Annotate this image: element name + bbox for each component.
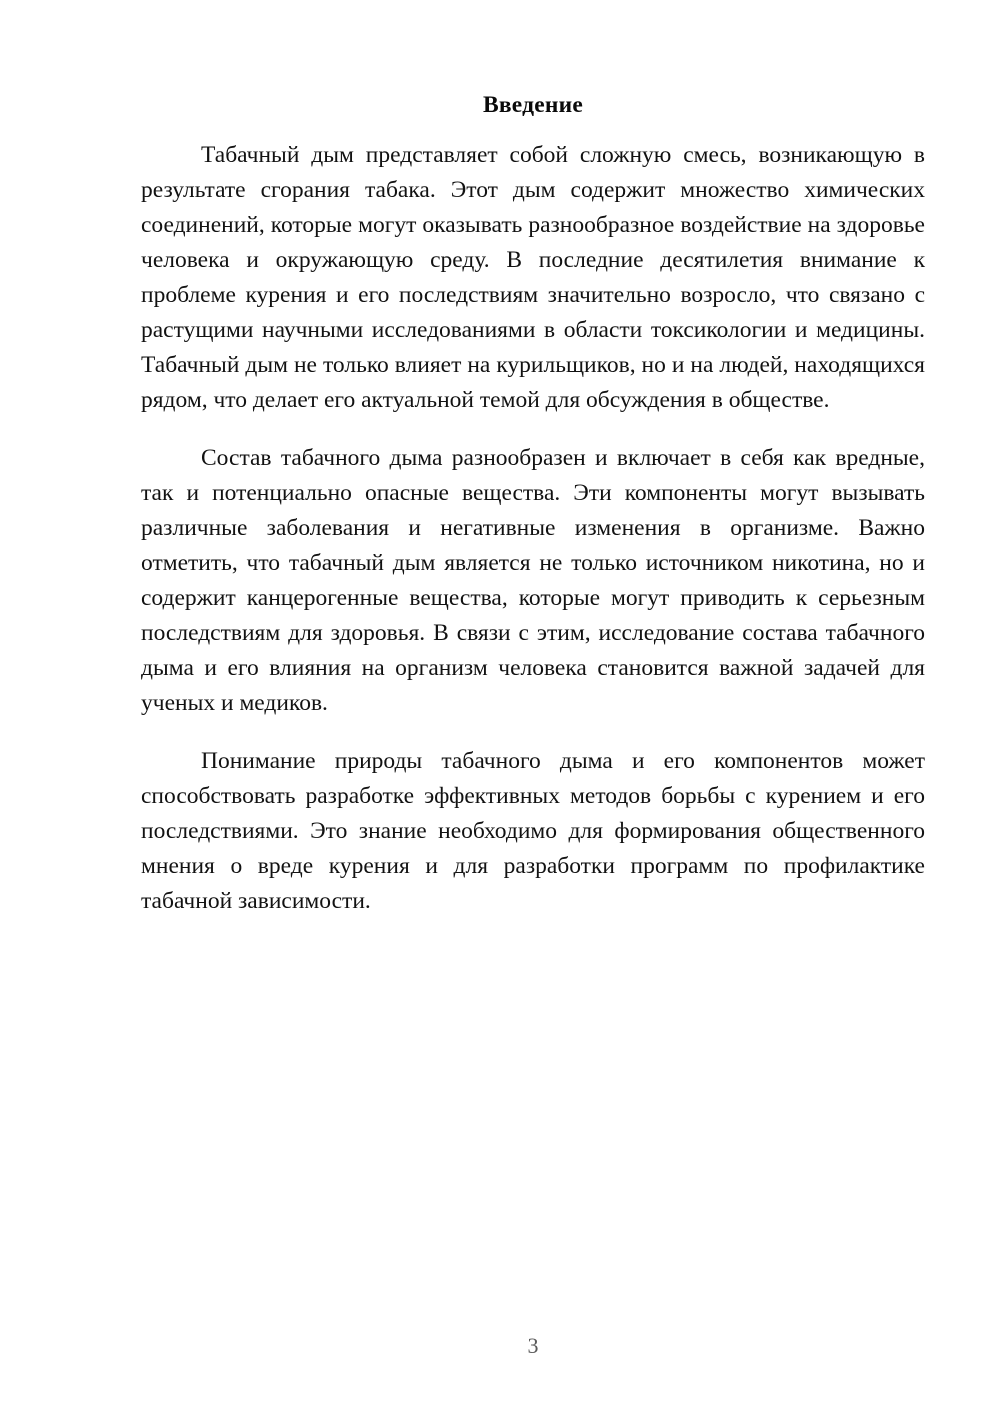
page-footer xyxy=(141,1328,925,1363)
paragraph-3: Понимание природы табачного дыма и его компонентов может способствовать разработке эффективных методов борьбы с курением и его последствиями. Это знание необходимо для формирования общественного мнения о вреде курения и для разработки программ по профилактике табачной зависимости. xyxy=(141,748,925,914)
section-heading: Введение xyxy=(483,92,583,118)
paragraph-1: Табачный дым представляет собой сложную смесь, возникающую в результате сгорания табака. Этот дым содержит множество химических соединений, которые могут оказывать разнообразное воздействие на здоровье человека и окружающую среду. В последние десятилетия внимание к проблеме курения и его последствиям значительно возросло, что связано с растущими научными исследованиями в области токсикологии и медицины. Табачный дым не только влияет на курильщиков, но и на людей, находящихся рядом, что делает его актуальной темой для обсуждения в обществе. xyxy=(141,142,925,413)
page-number: 3 xyxy=(527,1333,539,1358)
paragraph-2: Состав табачного дыма разнообразен и включает в себя как вредные, так и потенциально опасные вещества. Эти компоненты могут вызывать различные заболевания и негативные изменения в организме. Важно отметить, что табачный дым является не только источником никотина, но и содержит канцерогенные вещества, которые могут приводить к серьезным последствиям для здоровья. В связи с этим, исследование состава табачного дыма и его влияния на организм человека становится важной задачей для ученых и медиков. xyxy=(141,445,925,716)
